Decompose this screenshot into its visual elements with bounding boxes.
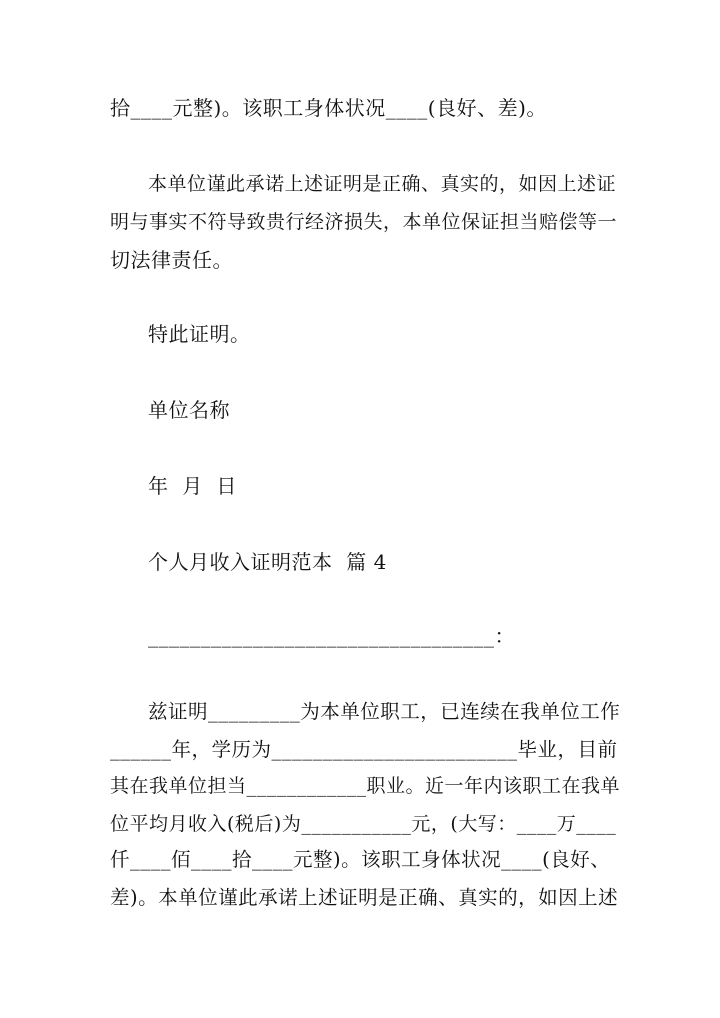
unit-name-label: 单位名称 <box>148 398 230 422</box>
date-line: 年 月 日 <box>148 474 237 498</box>
paragraph-commitment-line-3: 切法律责任。 <box>110 248 233 272</box>
paragraph-body-line-2: ______年，学历为________________________毕业，目前 <box>110 738 618 761</box>
section-title: 个人月收入证明范本 篇 4 <box>148 550 387 574</box>
paragraph-top-line-1: 拾____元整)。该职工身体状况____(良好、差)。 <box>110 96 547 120</box>
special-certification: 特此证明。 <box>148 322 251 346</box>
paragraph-body-line-3: 其在我单位担当____________职业。近一年内该职工在我单 <box>110 775 621 797</box>
paragraph-body-line-1: 兹证明_________为本单位职工，已连续在我单位工作 <box>148 700 621 723</box>
paragraph-commitment-line-1: 本单位谨此承诺上述证明是正确、真实的，如因上述证 <box>148 173 617 195</box>
paragraph-commitment-line-2: 明与事实不符导致贵行经济损失，本单位保证担当赔偿等一 <box>110 211 618 233</box>
paragraph-body-line-4: 位平均月收入(税后)为___________元，(大写：____万____ <box>110 813 617 835</box>
paragraph-body-line-6: 差)。本单位谨此承诺上述证明是正确、真实的，如因上述 <box>110 886 619 909</box>
paragraph-body-line-5: 仟____佰____拾____元整)。该职工身体状况____(良好、 <box>110 848 611 871</box>
addressee-line: _________________________________： <box>148 624 515 648</box>
